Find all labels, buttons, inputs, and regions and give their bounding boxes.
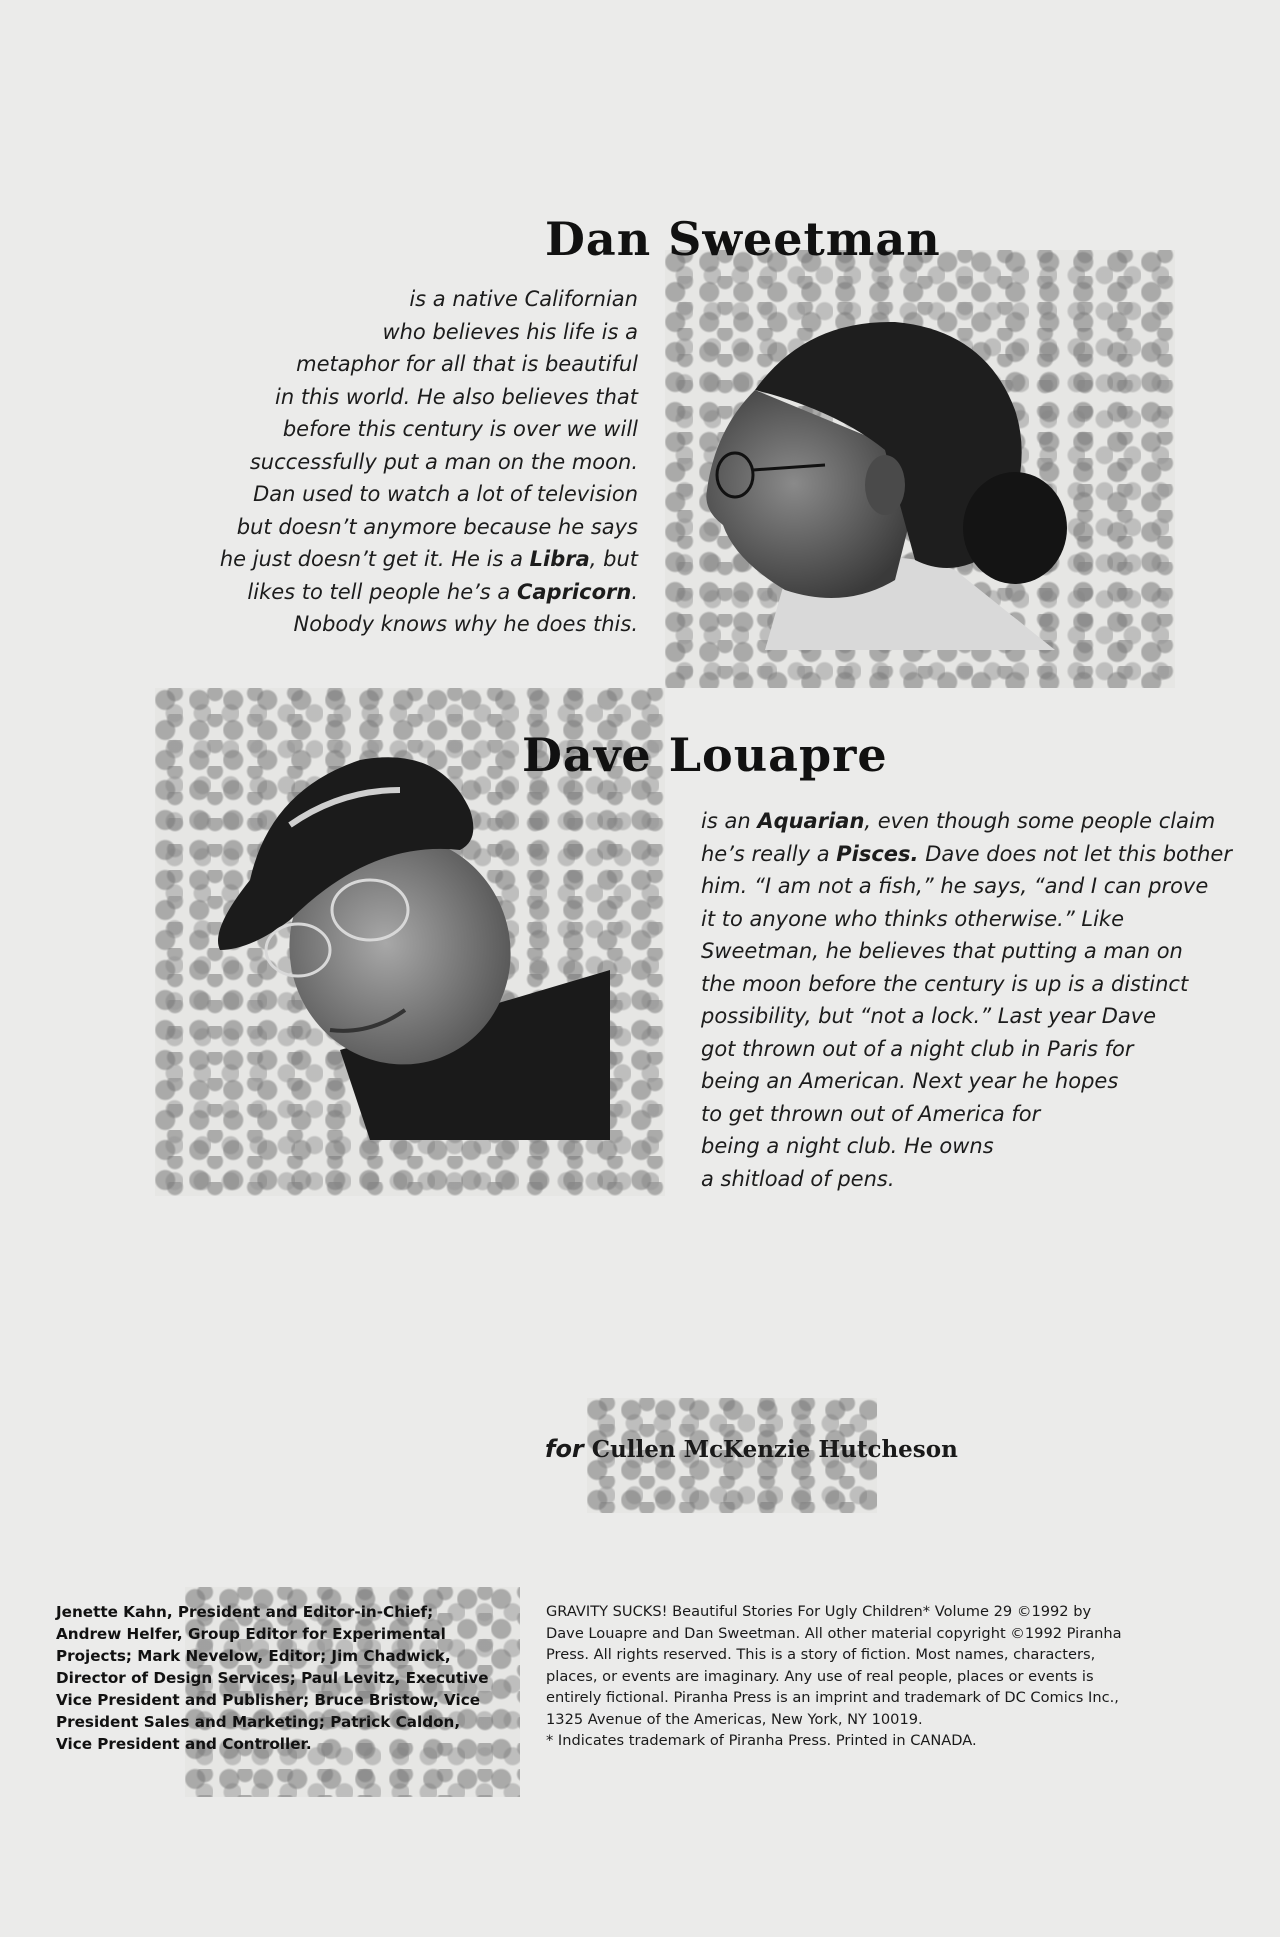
dan-bio-line: before this century is over we will bbox=[282, 417, 638, 441]
dave-louapre-photo bbox=[210, 750, 610, 1140]
dan-sign-libra: Libra bbox=[529, 547, 590, 571]
dave-bio-line: being a night club. He owns bbox=[701, 1134, 994, 1158]
dedication bbox=[545, 1435, 958, 1463]
legal-line: Dave Louapre and Dan Sweetman. All other material copyright ©1992 Piranha bbox=[546, 1624, 1122, 1642]
dan-bio-line: metaphor for all that is beautiful bbox=[296, 352, 638, 376]
dan-name-heading: Dan Sweetman bbox=[545, 212, 941, 266]
dan-bio-text: . bbox=[631, 579, 638, 604]
legal-notice bbox=[546, 1601, 1186, 1752]
dan-bio-line bbox=[180, 576, 638, 609]
dave-bio-line: the moon before the century is up is a distinct bbox=[701, 971, 1189, 996]
staff-line: Director of Design Services; Paul Levitz, Executive bbox=[56, 1669, 489, 1687]
dan-bio-line: is a native Californian bbox=[409, 287, 638, 311]
staff-line: Vice President and Controller. bbox=[56, 1735, 312, 1753]
dave-bio-text: he’s really a bbox=[701, 841, 837, 866]
dan-bio-text: likes to tell people he’s a bbox=[247, 579, 517, 604]
legal-line: places, or events are imaginary. Any use of real people, places or events is bbox=[546, 1667, 1094, 1685]
staff-line: Andrew Helfer, Group Editor for Experimental bbox=[56, 1625, 446, 1643]
dave-bio-line: to get thrown out of America for bbox=[701, 1101, 1041, 1126]
legal-line: entirely fictional. Piranha Press is an imprint and trademark of DC Comics Inc., bbox=[546, 1689, 1119, 1706]
dan-bio-text: he just doesn’t get it. He is a bbox=[219, 547, 530, 571]
dave-bio-line: it to anyone who thinks otherwise.” Like bbox=[701, 906, 1124, 931]
staff-credits bbox=[56, 1601, 526, 1755]
dave-bio-line: a shitload of pens. bbox=[701, 1166, 895, 1191]
dan-bio-line bbox=[180, 543, 638, 576]
dave-bio-line bbox=[701, 805, 1221, 838]
dan-bio-text: , but bbox=[589, 547, 638, 571]
dedication-for: for bbox=[545, 1435, 584, 1463]
dave-bio-line bbox=[701, 838, 1232, 871]
staff-line: Vice President and Publisher; Bruce Bristow, Vice bbox=[56, 1691, 481, 1709]
dave-bio-line: him. “I am not a fish,” he says, “and I can prove bbox=[701, 874, 1209, 898]
dan-bio bbox=[180, 283, 638, 641]
dave-sign-aquarian: Aquarian bbox=[757, 809, 865, 833]
dedication-name: Cullen McKenzie Hutcheson bbox=[591, 1436, 958, 1463]
dan-bio-line: successfully put a man on the moon. bbox=[249, 449, 638, 474]
legal-line: GRAVITY SUCKS! Beautiful Stories For Ugly Children* Volume 29 ©1992 by bbox=[546, 1603, 1092, 1620]
dan-sweetman-photo bbox=[695, 310, 1090, 650]
legal-line: * Indicates trademark of Piranha Press. Printed in CANADA. bbox=[546, 1732, 977, 1749]
dave-sign-pisces: Pisces. bbox=[836, 841, 919, 866]
dan-bio-line: in this world. He also believes that bbox=[275, 384, 638, 409]
dan-bio-line: but doesn’t anymore because he says bbox=[236, 514, 638, 539]
dan-bio-line: Nobody knows why he does this. bbox=[293, 612, 638, 636]
legal-line: Press. All rights reserved. This is a story of fiction. Most names, characters, bbox=[546, 1646, 1096, 1663]
dave-bio-text: , even though some people claim bbox=[864, 809, 1216, 833]
dave-name-heading: Dave Louapre bbox=[522, 728, 888, 782]
dave-bio-line: got thrown out of a night club in Paris for bbox=[701, 1036, 1134, 1061]
staff-line: President Sales and Marketing; Patrick Caldon, bbox=[56, 1713, 461, 1731]
dan-bio-line: who believes his life is a bbox=[382, 319, 638, 344]
dave-bio-text: Dave does not let this bother bbox=[918, 841, 1232, 866]
legal-line: 1325 Avenue of the Americas, New York, NY 10019. bbox=[546, 1710, 923, 1728]
dan-bio-line: Dan used to watch a lot of television bbox=[253, 482, 638, 506]
staff-line: Projects; Mark Nevelow, Editor; Jim Chadwick, bbox=[56, 1647, 451, 1665]
dave-bio-text: is an bbox=[701, 809, 758, 833]
dave-bio-line: being an American. Next year he hopes bbox=[701, 1069, 1119, 1093]
dave-bio-line: possibility, but “not a lock.” Last year Dave bbox=[701, 1004, 1157, 1028]
dan-sign-capricorn: Capricorn bbox=[516, 579, 632, 604]
dave-bio-line: Sweetman, he believes that putting a man on bbox=[701, 939, 1183, 963]
dave-bio bbox=[701, 805, 1232, 1195]
staff-line: Jenette Kahn, President and Editor-in-Chief; bbox=[56, 1603, 434, 1621]
